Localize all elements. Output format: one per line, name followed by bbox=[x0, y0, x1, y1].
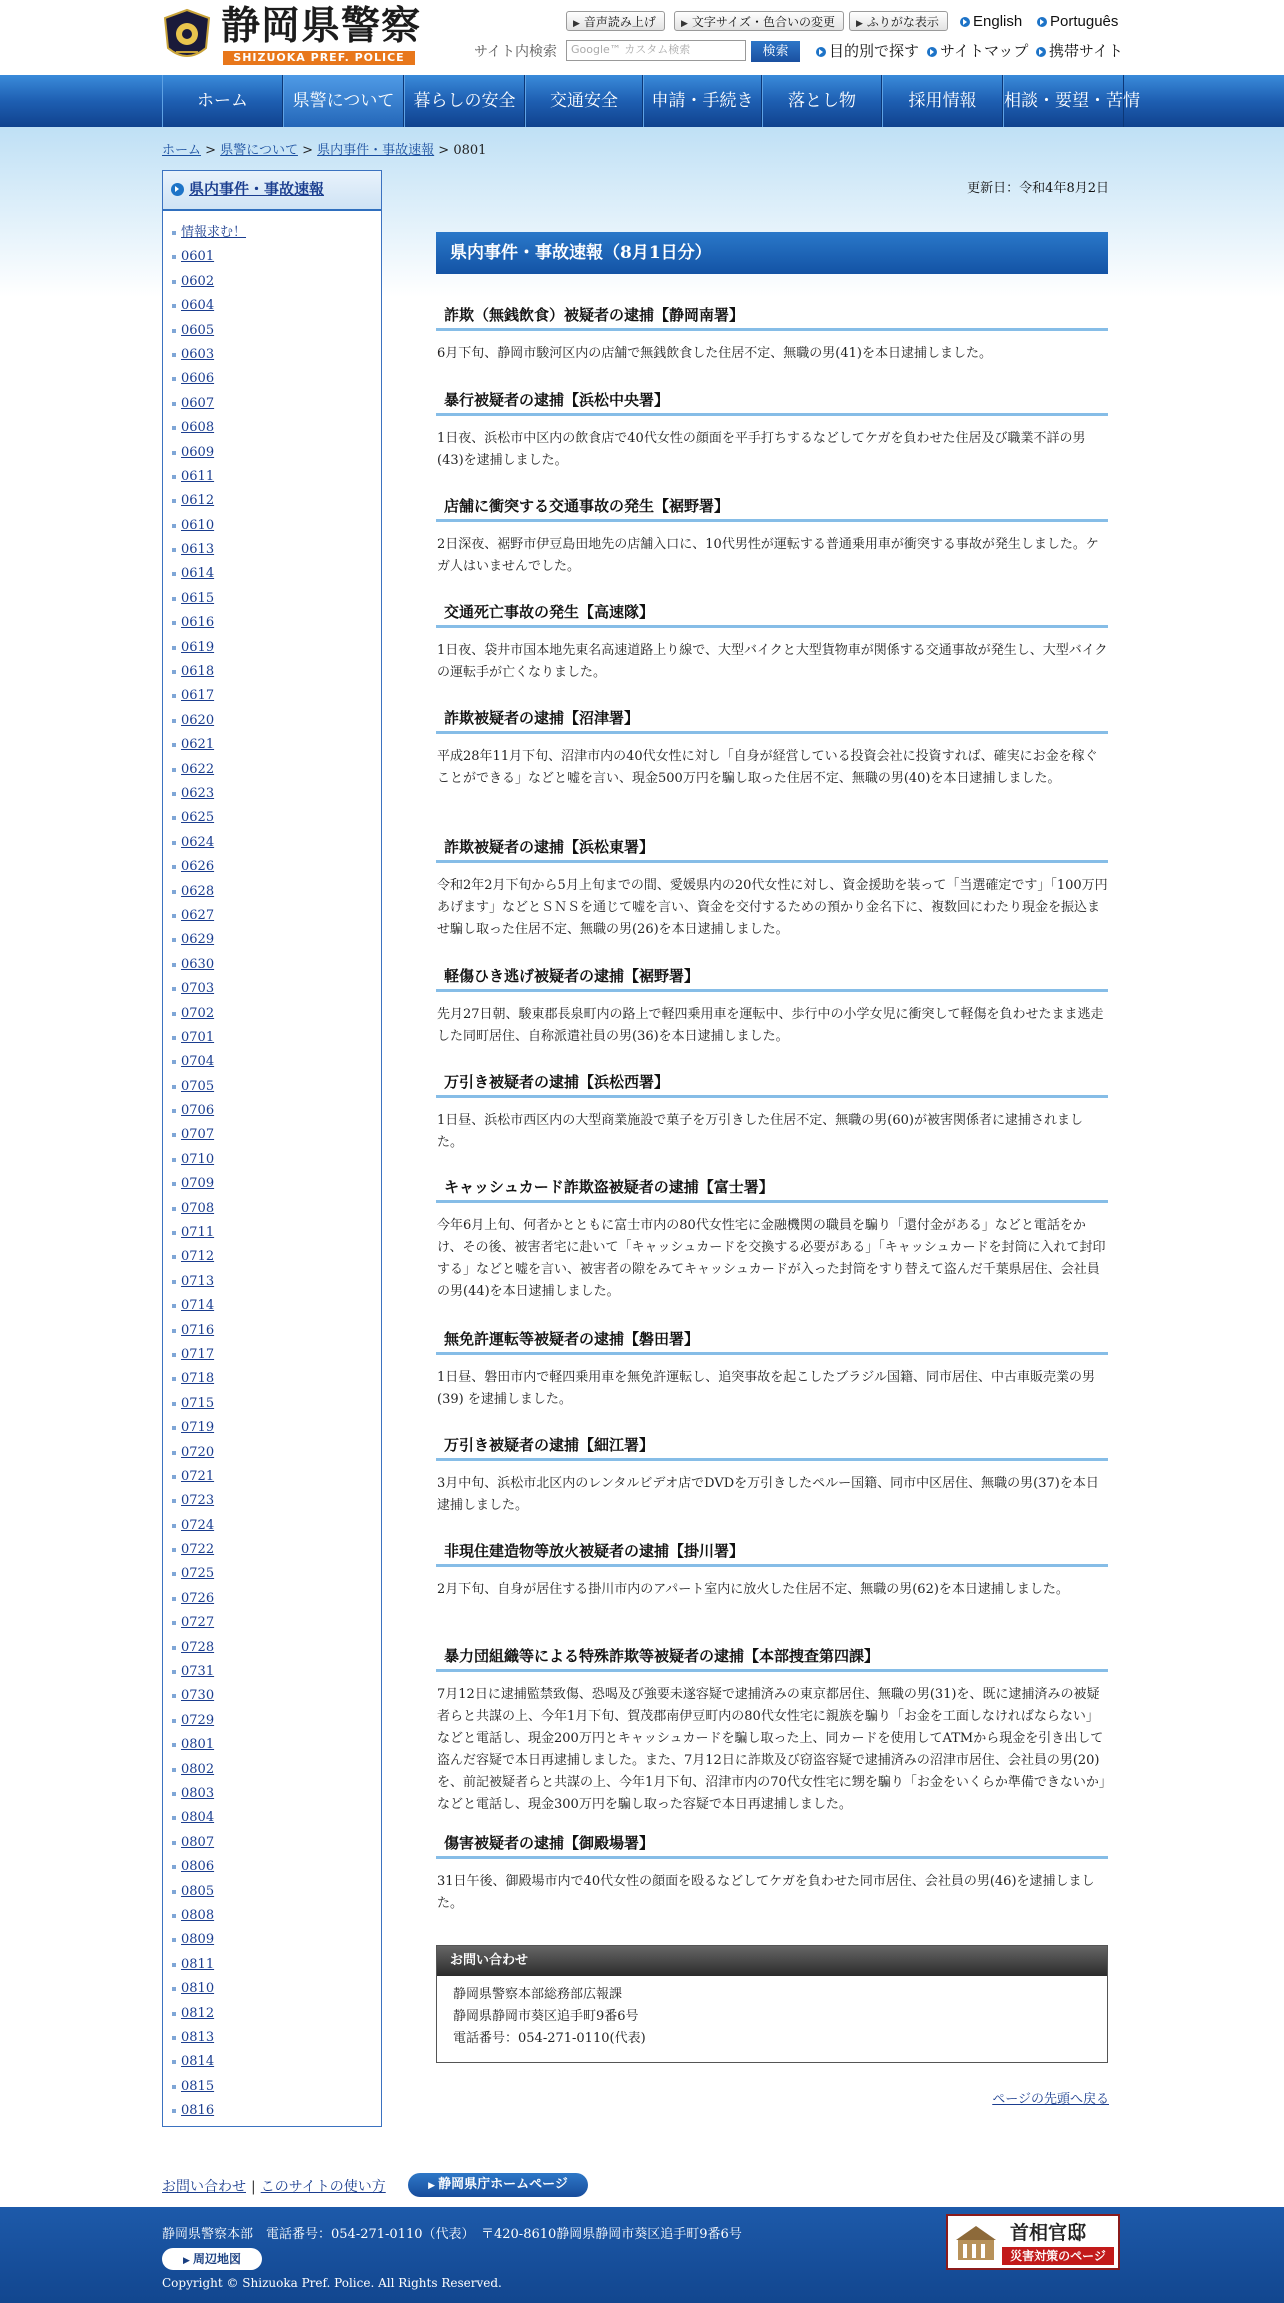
arrow-right-icon: ▶ bbox=[856, 19, 863, 29]
breadcrumb-home[interactable]: ホーム bbox=[162, 143, 202, 158]
article-body: 3月中旬、浜松市北区内のレンタルビデオ店でDVDを万引きしたペルー国籍、同市中区居住、無職の男(37)を本日逮捕しました。 bbox=[437, 1476, 1099, 1513]
police-emblem-icon[interactable] bbox=[162, 8, 212, 66]
sidebar-title-link[interactable] bbox=[163, 171, 381, 211]
sidebar-item[interactable] bbox=[163, 1270, 381, 1294]
sidebar-item[interactable] bbox=[163, 1684, 381, 1708]
sidebar-item[interactable] bbox=[163, 1221, 381, 1245]
prefecture-homepage-label: 静岡県庁ホームページ bbox=[438, 2177, 568, 2192]
sidebar-item[interactable] bbox=[163, 1611, 381, 1635]
article-heading: 交通死亡事故の発生【高速隊】 bbox=[436, 602, 1108, 628]
sidebar-item-link[interactable]: 0712 bbox=[181, 1249, 215, 1265]
global-navigation bbox=[0, 75, 1284, 127]
sidebar-item[interactable] bbox=[163, 806, 381, 830]
nav-lost-items[interactable]: 落とし物 bbox=[762, 75, 882, 127]
sidebar-item[interactable] bbox=[163, 441, 381, 465]
article-heading: 軽傷ひき逃げ被疑者の逮捕【裾野署】 bbox=[436, 966, 1108, 992]
kantei-disaster-banner[interactable] bbox=[946, 2214, 1120, 2270]
contact-box bbox=[436, 1945, 1108, 2063]
sidebar-item-link[interactable]: 0616 bbox=[181, 615, 215, 631]
sidebar-item[interactable] bbox=[163, 1123, 381, 1147]
contact-department: 静岡県警察本部総務部広報課 bbox=[453, 1987, 623, 2002]
updated-date: 更新日：令和4年8月2日 bbox=[967, 181, 1109, 196]
back-to-top-link[interactable]: ページの先頭へ戻る bbox=[992, 2092, 1109, 2107]
footer-how-to-use-link[interactable]: このサイトの使い方 bbox=[260, 2179, 386, 2195]
nav-home[interactable]: ホーム bbox=[162, 75, 283, 127]
sidebar-item-link[interactable]: 0719 bbox=[181, 1420, 215, 1436]
sidebar-item[interactable] bbox=[163, 514, 381, 538]
site-search-label: サイト内検索 bbox=[474, 44, 558, 60]
sidebar-item-link[interactable]: 0723 bbox=[181, 1493, 215, 1509]
news-article bbox=[436, 390, 1108, 472]
sidebar-item-link[interactable]: 0627 bbox=[181, 907, 215, 923]
furigana-button[interactable] bbox=[849, 11, 948, 31]
site-header bbox=[0, 0, 1284, 75]
article-heading: 暴行被疑者の逮捕【浜松中央署】 bbox=[436, 390, 1108, 416]
contact-body bbox=[437, 1976, 1107, 2062]
sidebar-item-link[interactable]: 0804 bbox=[181, 1810, 215, 1826]
sidebar-item-link[interactable]: 0614 bbox=[181, 566, 215, 582]
sidebar-item[interactable] bbox=[163, 1782, 381, 1806]
language-portuguese-link[interactable] bbox=[1037, 13, 1118, 30]
sidebar-item-link[interactable]: 0613 bbox=[181, 542, 215, 558]
sidebar-item[interactable] bbox=[163, 1392, 381, 1416]
sidebar-item-link[interactable]: 0615 bbox=[181, 590, 215, 606]
kantei-building-icon bbox=[954, 2220, 998, 2264]
sidebar-item-link[interactable]: 0707 bbox=[181, 1127, 215, 1143]
arrow-right-icon: ▶ bbox=[182, 2256, 194, 2266]
sidebar-item-link[interactable]: 0807 bbox=[181, 1834, 215, 1850]
news-article bbox=[436, 602, 1108, 684]
sidebar-item-link[interactable]: 0729 bbox=[181, 1712, 215, 1728]
sidebar-item-link[interactable]: 0809 bbox=[181, 1932, 215, 1948]
sidebar-item-link[interactable]: 0722 bbox=[181, 1542, 215, 1558]
sidebar-item[interactable] bbox=[163, 1636, 381, 1660]
article-heading: 傷害被疑者の逮捕【御殿場署】 bbox=[436, 1833, 1108, 1859]
site-footer bbox=[0, 2207, 1284, 2303]
article-body: 1日昼、磐田市内で軽四乗用車を無免許運転し、追突事故を起こしたブラジル国籍、同市居住、中古車販売業の男(39) を逮捕しました。 bbox=[437, 1370, 1095, 1407]
sidebar-item[interactable] bbox=[163, 1489, 381, 1513]
sidebar-item-link[interactable]: 0620 bbox=[181, 712, 215, 728]
sidebar-item[interactable] bbox=[163, 1587, 381, 1611]
kantei-banner-subtitle: 災害対策のページ bbox=[1002, 2247, 1114, 2265]
sidebar-item-link[interactable]: 0726 bbox=[181, 1590, 215, 1606]
sidebar-item-link[interactable]: 0810 bbox=[181, 1981, 215, 1997]
sidebar-item[interactable] bbox=[163, 538, 381, 562]
sidebar-item-link[interactable]: 0628 bbox=[181, 883, 215, 899]
news-article bbox=[436, 837, 1108, 941]
sidebar-item-link[interactable]: 0625 bbox=[181, 810, 215, 826]
sidebar-item-link[interactable]: 0711 bbox=[181, 1225, 215, 1241]
article-heading: キャッシュカード詐欺盗被疑者の逮捕【富士署】 bbox=[436, 1177, 1108, 1203]
news-article bbox=[436, 1833, 1108, 1915]
sidebar-item-link[interactable]: 0716 bbox=[181, 1322, 215, 1338]
news-article bbox=[436, 1435, 1108, 1517]
sidebar-item[interactable] bbox=[163, 928, 381, 952]
breadcrumb-current: 0801 bbox=[453, 143, 487, 158]
article-body: 今年6月上旬、何者かとともに富士市内の80代女性宅に金融機関の職員を騙り「還付金がある」などと電話をかけ、その後、被害者宅に赴いて「キャッシュカードを交換する必要がある」「キャッシュカードを封筒に入れて封印する」などと嘘を言い、被害者の隙をみてキャッシュカードが入った封筒をすり替えて盗んだ千葉県居住、会社員の男(44)を本日逮捕しました。 bbox=[437, 1218, 1106, 1299]
nav-safety[interactable]: 暮らしの安全 bbox=[404, 75, 525, 127]
sidebar-item[interactable] bbox=[163, 1416, 381, 1440]
news-article bbox=[436, 1329, 1108, 1411]
sidebar-item-link[interactable]: 0617 bbox=[181, 688, 215, 704]
news-article bbox=[436, 966, 1108, 1048]
sidebar-item[interactable] bbox=[163, 636, 381, 660]
mobile-site-link[interactable] bbox=[1036, 40, 1123, 61]
sidebar-item[interactable] bbox=[163, 880, 381, 904]
sidebar-item-link[interactable]: 0606 bbox=[181, 371, 215, 387]
bullet-arrow-icon bbox=[816, 47, 826, 57]
sidebar-item-link[interactable]: 0623 bbox=[181, 785, 215, 801]
article-body: 2月下旬、自身が居住する掛川市内のアパート室内に放火した住居不定、無職の男(62)を本日逮捕しました。 bbox=[437, 1582, 1069, 1597]
sidebar-item[interactable] bbox=[163, 2075, 381, 2099]
sidebar-item-link[interactable]: 0610 bbox=[181, 517, 215, 533]
text-size-color-button[interactable] bbox=[674, 11, 844, 31]
contact-heading: お問い合わせ bbox=[437, 1946, 1107, 1976]
sidebar-item-link[interactable]: 0812 bbox=[181, 2005, 215, 2021]
bullet-arrow-icon bbox=[1036, 47, 1046, 57]
breadcrumb-separator: > bbox=[302, 143, 313, 158]
sidebar-item-link[interactable]: 0724 bbox=[181, 1517, 215, 1533]
news-article bbox=[436, 305, 1108, 365]
sidebar-item[interactable] bbox=[163, 1928, 381, 1952]
bullet-arrow-icon bbox=[171, 183, 184, 196]
sidebar-item[interactable] bbox=[163, 562, 381, 586]
sidebar-item[interactable] bbox=[163, 733, 381, 757]
sidebar-item-link[interactable]: 0811 bbox=[181, 1956, 215, 1972]
sidebar-item[interactable] bbox=[163, 1709, 381, 1733]
sidebar-item-link[interactable]: 0704 bbox=[181, 1054, 215, 1070]
sidebar-item-link[interactable]: 0701 bbox=[181, 1029, 215, 1045]
sidebar-item[interactable] bbox=[163, 489, 381, 513]
sidebar-item-link[interactable]: 0720 bbox=[181, 1444, 215, 1460]
sidebar-item[interactable] bbox=[163, 1880, 381, 1904]
sidebar-item-link[interactable]: 0805 bbox=[181, 1883, 215, 1899]
arrow-right-icon: ▶ bbox=[573, 19, 580, 29]
sidebar-item[interactable] bbox=[163, 1733, 381, 1757]
sidebar-item-link[interactable]: 0715 bbox=[181, 1395, 215, 1411]
sidebar-list bbox=[163, 221, 381, 2123]
mobile-site-label: 携帯サイト bbox=[1049, 42, 1123, 60]
sidebar-item[interactable] bbox=[163, 1197, 381, 1221]
sidebar-item-link[interactable]: 0728 bbox=[181, 1639, 215, 1655]
sidebar-item-link[interactable]: 0619 bbox=[181, 639, 215, 655]
article-body: 令和2年2月下旬から5月上旬までの間、愛媛県内の20代女性に対し、資金援助を装って「当選確定です」「100万円あげます」などとＳＮＳを通じて嘘を言い、資金を交付するための預かり金名下に、複数回にわたり現金を振込ませ騙し取った住居不定、無職の男(26)を本日逮捕しました。 bbox=[437, 878, 1108, 937]
news-article bbox=[436, 496, 1108, 578]
nav-traffic[interactable]: 交通安全 bbox=[525, 75, 643, 127]
sidebar-item[interactable] bbox=[163, 2050, 381, 2074]
sidebar-item-link[interactable]: 0813 bbox=[181, 2029, 215, 2045]
article-heading: 万引き被疑者の逮捕【浜松西署】 bbox=[436, 1072, 1108, 1098]
breadcrumb-separator: > bbox=[438, 143, 450, 158]
sidebar-item[interactable] bbox=[163, 1319, 381, 1343]
article-body: 1日昼、浜松市西区内の大型商業施設で菓子を万引きした住居不定、無職の男(60)が被害関係者に逮捕されました。 bbox=[437, 1113, 1083, 1150]
nav-procedures[interactable]: 申請・手続き bbox=[643, 75, 762, 127]
article-heading: 詐欺（無銭飲食）被疑者の逮捕【静岡南署】 bbox=[436, 305, 1108, 331]
sidebar-item-link[interactable]: 0604 bbox=[181, 298, 215, 314]
article-body: 2日深夜、裾野市伊豆島田地先の店舗入口に、10代男性が運転する普通乗用車が衝突する事故が発生しました。ケガ人はいませんでした。 bbox=[437, 537, 1099, 574]
sidebar-item[interactable] bbox=[163, 367, 381, 391]
nav-about[interactable]: 県警について bbox=[283, 75, 404, 127]
news-article bbox=[436, 1541, 1108, 1601]
footer-contact-link[interactable]: お問い合わせ bbox=[162, 2179, 246, 2195]
sidebar-item[interactable] bbox=[163, 1977, 381, 2001]
by-purpose-label: 目的別で探す bbox=[829, 42, 920, 60]
sidebar-item[interactable] bbox=[163, 660, 381, 684]
article-heading: 無免許運転等被疑者の逮捕【磐田署】 bbox=[436, 1329, 1108, 1355]
news-article bbox=[436, 1646, 1108, 1816]
text-to-speech-button[interactable] bbox=[566, 11, 665, 31]
sidebar-item-link[interactable]: 0713 bbox=[181, 1273, 215, 1289]
sidebar-item-link[interactable]: 0731 bbox=[181, 1664, 215, 1680]
bullet-arrow-icon bbox=[1037, 17, 1047, 27]
language-english-label: English bbox=[973, 13, 1023, 30]
sidebar-item[interactable] bbox=[163, 782, 381, 806]
sidebar-item[interactable] bbox=[163, 294, 381, 318]
sidebar-item-link[interactable]: 0622 bbox=[181, 761, 215, 777]
sidebar-item-link[interactable]: 0605 bbox=[181, 322, 215, 338]
sidebar-item[interactable] bbox=[163, 416, 381, 440]
footer-separator: | bbox=[251, 2179, 256, 2195]
sidebar-item-link[interactable]: 0706 bbox=[181, 1103, 215, 1119]
sidebar-item[interactable] bbox=[163, 221, 381, 245]
breadcrumb-about[interactable]: 県警について bbox=[220, 143, 298, 158]
sidebar-item[interactable] bbox=[163, 1002, 381, 1026]
sitemap-label: サイトマップ bbox=[940, 42, 1029, 60]
sidebar-item[interactable] bbox=[163, 2002, 381, 2026]
sidebar-item[interactable] bbox=[163, 319, 381, 343]
sidebar-item-link[interactable]: 0710 bbox=[181, 1151, 215, 1167]
sidebar-item[interactable] bbox=[163, 1831, 381, 1855]
sidebar-item[interactable] bbox=[163, 1806, 381, 1830]
sidebar-item-link[interactable]: 0624 bbox=[181, 834, 215, 850]
sidebar-item-link[interactable]: 0814 bbox=[181, 2054, 215, 2070]
sidebar-item-link[interactable]: 0630 bbox=[181, 956, 215, 972]
sidebar-item-link[interactable]: 0603 bbox=[181, 346, 215, 362]
site-logo-title[interactable]: 静岡県警察 bbox=[221, 4, 422, 49]
sidebar-item[interactable] bbox=[163, 2099, 381, 2123]
sidebar-item-link[interactable]: 0621 bbox=[181, 737, 215, 753]
sidebar-item-link[interactable]: 0618 bbox=[181, 664, 215, 680]
sidebar-item-link[interactable]: 0702 bbox=[181, 1005, 215, 1021]
sidebar-item[interactable] bbox=[163, 1855, 381, 1879]
sidebar-item[interactable] bbox=[163, 1148, 381, 1172]
sidebar-item[interactable] bbox=[163, 1465, 381, 1489]
kantei-banner-title: 首相官邸 bbox=[1010, 2222, 1087, 2244]
arrow-right-icon: ▶ bbox=[428, 2181, 439, 2191]
news-article bbox=[436, 1072, 1108, 1154]
site-search-button[interactable]: 検索 bbox=[751, 41, 800, 62]
sidebar-item[interactable] bbox=[163, 2026, 381, 2050]
sidebar-item-link[interactable]: 0602 bbox=[181, 273, 215, 289]
article-body: 7月12日に逮捕監禁致傷、恐喝及び強要未遂容疑で逮捕済みの東京都居住、無職の男(31)を、既に逮捕済みの被疑者らと共謀の上、今年1月下旬、賀茂郡南伊豆町内の80代女性宅に親族を騙り「お金を工面しなければならない」などと電話し、現金200万円とキャッシュカードを騙し取った上、同カードを使用してATMから現金を引き出して盗んだ容疑で本日再逮捕しました。また、7月12日に詐欺及び窃盗容疑で逮捕済みの沼津市居住、会社員の男(20)を、前記被疑者らと共謀の上、今年1月下旬、沼津市内の70代女性宅に甥を騙り「お金をいくらか準備できないか」などと電話し、現金300万円を騙し取った容疑で本日再逮捕しました。 bbox=[437, 1687, 1106, 1812]
sidebar bbox=[162, 170, 382, 2127]
sidebar-item[interactable] bbox=[163, 1441, 381, 1465]
sidebar-item[interactable] bbox=[163, 1953, 381, 1977]
prefecture-homepage-button[interactable] bbox=[408, 2173, 588, 2197]
sidebar-item[interactable] bbox=[163, 1343, 381, 1367]
sidebar-item[interactable] bbox=[163, 1758, 381, 1782]
sidebar-item[interactable] bbox=[163, 587, 381, 611]
sidebar-item[interactable] bbox=[163, 1660, 381, 1684]
sidebar-item-link[interactable]: 0727 bbox=[181, 1615, 215, 1631]
article-body: 1日夜、袋井市国本地先東名高速道路上り線で、大型バイクと大型貨物車が関係する交通事故が発生し、大型バイクの運転手が亡くなりました。 bbox=[437, 643, 1108, 680]
footer-address: 静岡県警察本部 電話番号：054-271-0110（代表） 〒420-8610静岡県静岡市葵区追手町9番6号 bbox=[162, 2227, 742, 2242]
sidebar-item-link[interactable]: 0717 bbox=[181, 1346, 215, 1362]
sidebar-item-link[interactable]: 0816 bbox=[181, 2103, 215, 2119]
site-logo-subtitle: SHIZUOKA PREF. POLICE bbox=[223, 51, 415, 65]
furigana-label: ふりがな表示 bbox=[866, 15, 939, 29]
sidebar-item-link[interactable]: 0703 bbox=[181, 981, 215, 997]
sidebar-item[interactable] bbox=[163, 977, 381, 1001]
sidebar-item[interactable] bbox=[163, 1904, 381, 1928]
by-purpose-link[interactable] bbox=[816, 40, 919, 61]
sidebar-item-link[interactable]: 0612 bbox=[181, 493, 215, 509]
sidebar-item[interactable] bbox=[163, 1514, 381, 1538]
sidebar-item-link[interactable]: 0802 bbox=[181, 1761, 215, 1777]
news-article bbox=[436, 708, 1108, 790]
sidebar-item[interactable] bbox=[163, 1050, 381, 1074]
bullet-arrow-icon bbox=[927, 47, 937, 57]
sidebar-item[interactable] bbox=[163, 1367, 381, 1391]
sidebar-item-link[interactable]: 0718 bbox=[181, 1371, 215, 1387]
sidebar-item-link[interactable]: 0806 bbox=[181, 1859, 215, 1875]
sidebar-item-link[interactable]: 情報求む！ bbox=[181, 225, 247, 240]
article-body: 1日夜、浜松市中区内の飲食店で40代女性の顔面を平手打ちするなどしてケガを負わせた住居及び職業不詳の男(43)を逮捕しました。 bbox=[437, 431, 1086, 468]
article-body: 6月下旬、静岡市駿河区内の店舗で無銭飲食した住居不定、無職の男(41)を本日逮捕しました。 bbox=[437, 346, 992, 361]
sidebar-item[interactable] bbox=[163, 1172, 381, 1196]
site-search-input[interactable]: Google™ カスタム検索 bbox=[566, 40, 746, 61]
sitemap-link[interactable] bbox=[927, 40, 1028, 61]
sidebar-item-link[interactable]: 0725 bbox=[181, 1566, 215, 1582]
language-english-link[interactable] bbox=[960, 13, 1022, 30]
area-map-label: 周辺地図 bbox=[193, 2252, 242, 2266]
sidebar-item[interactable] bbox=[163, 270, 381, 294]
article-body: 平成28年11月下旬、沼津市内の40代女性に対し「自身が経営している投資会社に投資すれば、確実にお金を稼ぐことができる」などと嘘を言い、現金500万円を騙し取った住居不定、無職の男(40)を本日逮捕しました。 bbox=[437, 749, 1098, 786]
sidebar-item-link[interactable]: 0803 bbox=[181, 1786, 215, 1801]
article-heading: 暴力団組織等による特殊詐欺等被疑者の逮捕【本部捜査第四課】 bbox=[436, 1646, 1108, 1672]
sidebar-item[interactable] bbox=[163, 1294, 381, 1318]
contact-phone: 電話番号：054-271-0110(代表) bbox=[453, 2031, 646, 2046]
sidebar-item[interactable] bbox=[163, 1538, 381, 1562]
sidebar-item[interactable] bbox=[163, 709, 381, 733]
contact-address: 静岡県静岡市葵区追手町9番6号 bbox=[453, 2009, 639, 2024]
sidebar-item[interactable] bbox=[163, 245, 381, 269]
sidebar-item[interactable] bbox=[163, 1562, 381, 1586]
sidebar-item-link[interactable]: 0607 bbox=[181, 395, 215, 411]
arrow-right-icon: ▶ bbox=[681, 19, 688, 29]
article-body: 先月27日朝、駿東郡長泉町内の路上で軽四乗用車を運転中、歩行中の小学女児に衝突して軽傷を負わせたまま逃走した同町居住、自称派遣社員の男(36)を本日逮捕しました。 bbox=[437, 1007, 1104, 1044]
area-map-button[interactable] bbox=[162, 2248, 262, 2270]
sidebar-item[interactable] bbox=[163, 831, 381, 855]
article-heading: 万引き被疑者の逮捕【細江署】 bbox=[436, 1435, 1108, 1461]
sidebar-item-link[interactable]: 0815 bbox=[181, 2078, 215, 2094]
article-heading: 詐欺被疑者の逮捕【浜松東署】 bbox=[436, 837, 1108, 863]
sidebar-item-link[interactable]: 0626 bbox=[181, 859, 215, 875]
sidebar-item[interactable] bbox=[163, 465, 381, 489]
sidebar-item-link[interactable]: 0808 bbox=[181, 1907, 215, 1923]
breadcrumb-incident-reports[interactable]: 県内事件・事故速報 bbox=[317, 143, 435, 158]
sidebar-item-link[interactable]: 0705 bbox=[181, 1078, 215, 1094]
sidebar-item[interactable] bbox=[163, 953, 381, 977]
sidebar-item-link[interactable]: 0611 bbox=[181, 468, 215, 484]
article-heading: 詐欺被疑者の逮捕【沼津署】 bbox=[436, 708, 1108, 734]
sidebar-item[interactable] bbox=[163, 392, 381, 416]
sidebar-item-link[interactable]: 0609 bbox=[181, 444, 215, 460]
sidebar-item-link[interactable]: 0730 bbox=[181, 1688, 215, 1704]
breadcrumb-separator: > bbox=[205, 143, 217, 158]
sidebar-item-link[interactable]: 0714 bbox=[181, 1298, 215, 1314]
sidebar-item[interactable] bbox=[163, 611, 381, 635]
text-to-speech-label: 音声読み上げ bbox=[583, 15, 656, 29]
footer-links bbox=[162, 2176, 386, 2196]
news-article bbox=[436, 1177, 1108, 1303]
sidebar-item[interactable] bbox=[163, 1026, 381, 1050]
sidebar-item[interactable] bbox=[163, 1245, 381, 1269]
sidebar-item[interactable] bbox=[163, 855, 381, 879]
sidebar-item[interactable] bbox=[163, 343, 381, 367]
sidebar-item-link[interactable]: 0629 bbox=[181, 932, 215, 948]
sidebar-item-link[interactable]: 0708 bbox=[181, 1200, 215, 1216]
sidebar-title: 県内事件・事故速報 bbox=[189, 180, 325, 198]
bullet-arrow-icon bbox=[960, 17, 970, 27]
sidebar-item[interactable] bbox=[163, 758, 381, 782]
text-size-color-label: 文字サイズ・色合いの変更 bbox=[691, 15, 835, 29]
sidebar-item-link[interactable]: 0608 bbox=[181, 420, 215, 436]
sidebar-item[interactable] bbox=[163, 904, 381, 928]
sidebar-item[interactable] bbox=[163, 1099, 381, 1123]
page-title: 県内事件・事故速報（8月1日分） bbox=[436, 232, 1108, 274]
sidebar-item-link[interactable]: 0601 bbox=[181, 249, 215, 265]
language-portuguese-label: Português bbox=[1050, 13, 1119, 30]
article-heading: 非現住建造物等放火被疑者の逮捕【掛川署】 bbox=[436, 1541, 1108, 1567]
breadcrumb bbox=[162, 139, 486, 158]
copyright: Copyright © Shizuoka Pref. Police. All Rights Reserved. bbox=[162, 2276, 502, 2290]
sidebar-item[interactable] bbox=[163, 684, 381, 708]
sidebar-item-link[interactable]: 0709 bbox=[181, 1176, 215, 1192]
sidebar-item[interactable] bbox=[163, 1075, 381, 1099]
sidebar-item-link[interactable]: 0721 bbox=[181, 1468, 215, 1484]
nav-recruitment[interactable]: 採用情報 bbox=[882, 75, 1003, 127]
nav-consultation[interactable]: 相談・要望・苦情 bbox=[1003, 75, 1124, 127]
article-heading: 店舗に衝突する交通事故の発生【裾野署】 bbox=[436, 496, 1108, 522]
article-body: 31日午後、御殿場市内で40代女性の顔面を殴るなどしてケガを負わせた同市居住、会社員の男(46)を逮捕しました。 bbox=[437, 1874, 1095, 1911]
sidebar-item-link[interactable]: 0801 bbox=[181, 1737, 215, 1753]
